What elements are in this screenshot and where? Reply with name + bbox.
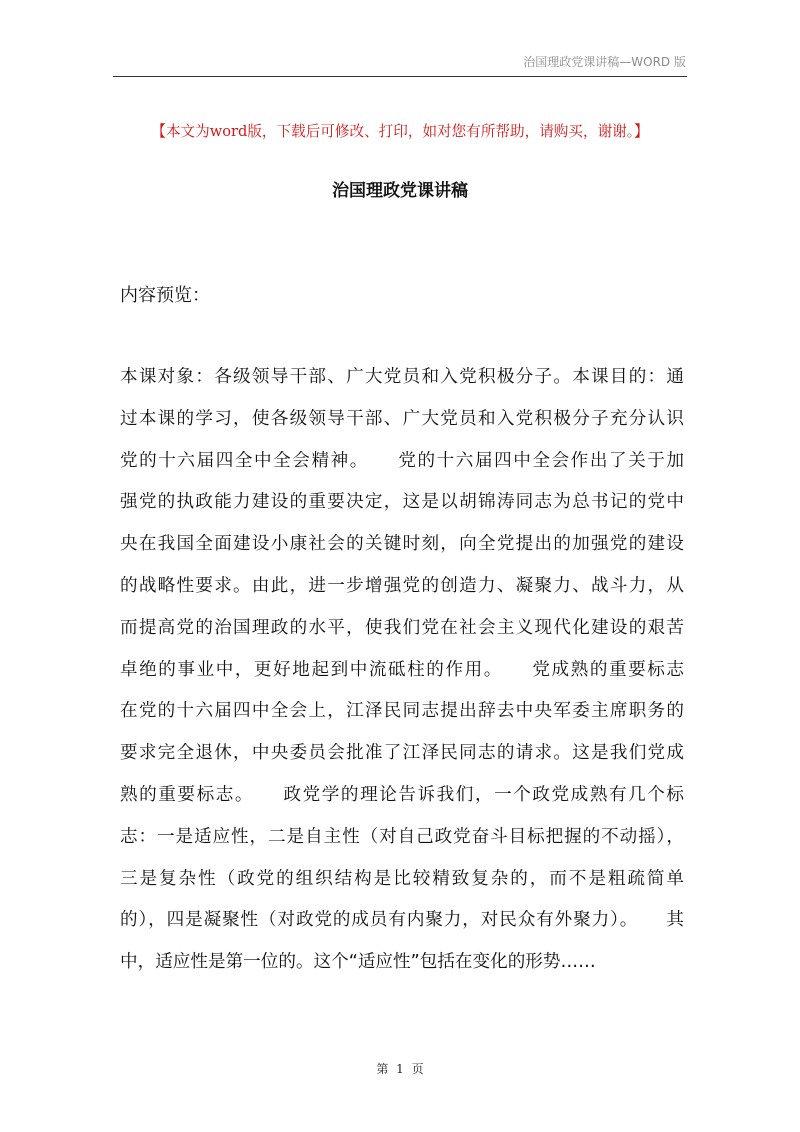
body-line: 在党的十六届四中全会上，江泽民同志提出辞去中央军委主席职务的 bbox=[120, 701, 684, 722]
header-doc-label: 治国理政党课讲稿—WORD 版 bbox=[523, 55, 686, 69]
body-line: 卓绝的事业中，更好地起到中流砥柱的作用。 党成熟的重要标志 bbox=[120, 659, 684, 680]
page-footer bbox=[0, 1060, 800, 1077]
body-text bbox=[120, 357, 684, 984]
header-divider bbox=[113, 76, 687, 77]
body-line: 三是复杂性（政党的组织结构是比较精致复杂的，而不是粗疏简单 bbox=[120, 868, 684, 889]
body-line: 过本课的学习，使各级领导干部、广大党员和入党积极分子充分认识 bbox=[120, 408, 684, 429]
footer-suffix: 页 bbox=[411, 1062, 424, 1076]
body-line: 而提高党的治国理政的水平，使我们党在社会主义现代化建设的艰苦 bbox=[120, 617, 684, 638]
body-line: 志：一是适应性，二是自主性（对自己政党奋斗目标把握的不动摇）， bbox=[120, 826, 684, 847]
body-line: 中，适应性是第一位的。这个“适应性”包括在变化的形势…… bbox=[120, 952, 596, 973]
body-line: 强党的执政能力建设的重要决定，这是以胡锦涛同志为总书记的党中 bbox=[120, 492, 684, 513]
footer-prefix: 第 bbox=[376, 1062, 389, 1076]
purchase-notice: 【本文为word版，下载后可修改、打印，如对您有所帮助，请购买，谢谢。】 bbox=[151, 123, 649, 140]
body-line: 的战略性要求。由此，进一步增强党的创造力、凝聚力、战斗力，从 bbox=[120, 575, 684, 596]
body-line: 党的十六届四全中全会精神。 党的十六届四中全会作出了关于加 bbox=[120, 450, 684, 471]
body-line: 本课对象：各级领导干部、广大党员和入党积极分子。本课目的：通 bbox=[120, 367, 684, 387]
preview-label: 内容预览： bbox=[120, 285, 210, 306]
body-line: 的），四是凝聚性（对政党的成员有内聚力，对民众有外聚力）。 其 bbox=[120, 910, 684, 931]
footer-page-number: 1 bbox=[396, 1062, 404, 1076]
body-line: 央在我国全面建设小康社会的关键时刻，向全党提出的加强党的建设 bbox=[120, 534, 684, 555]
body-line: 熟的重要标志。 政党学的理论告诉我们，一个政党成熟有几个标 bbox=[120, 784, 684, 805]
body-line: 要求完全退休，中央委员会批准了江泽民同志的请求。这是我们党成 bbox=[120, 743, 684, 764]
page-title: 治国理政党课讲稿 bbox=[332, 181, 468, 201]
